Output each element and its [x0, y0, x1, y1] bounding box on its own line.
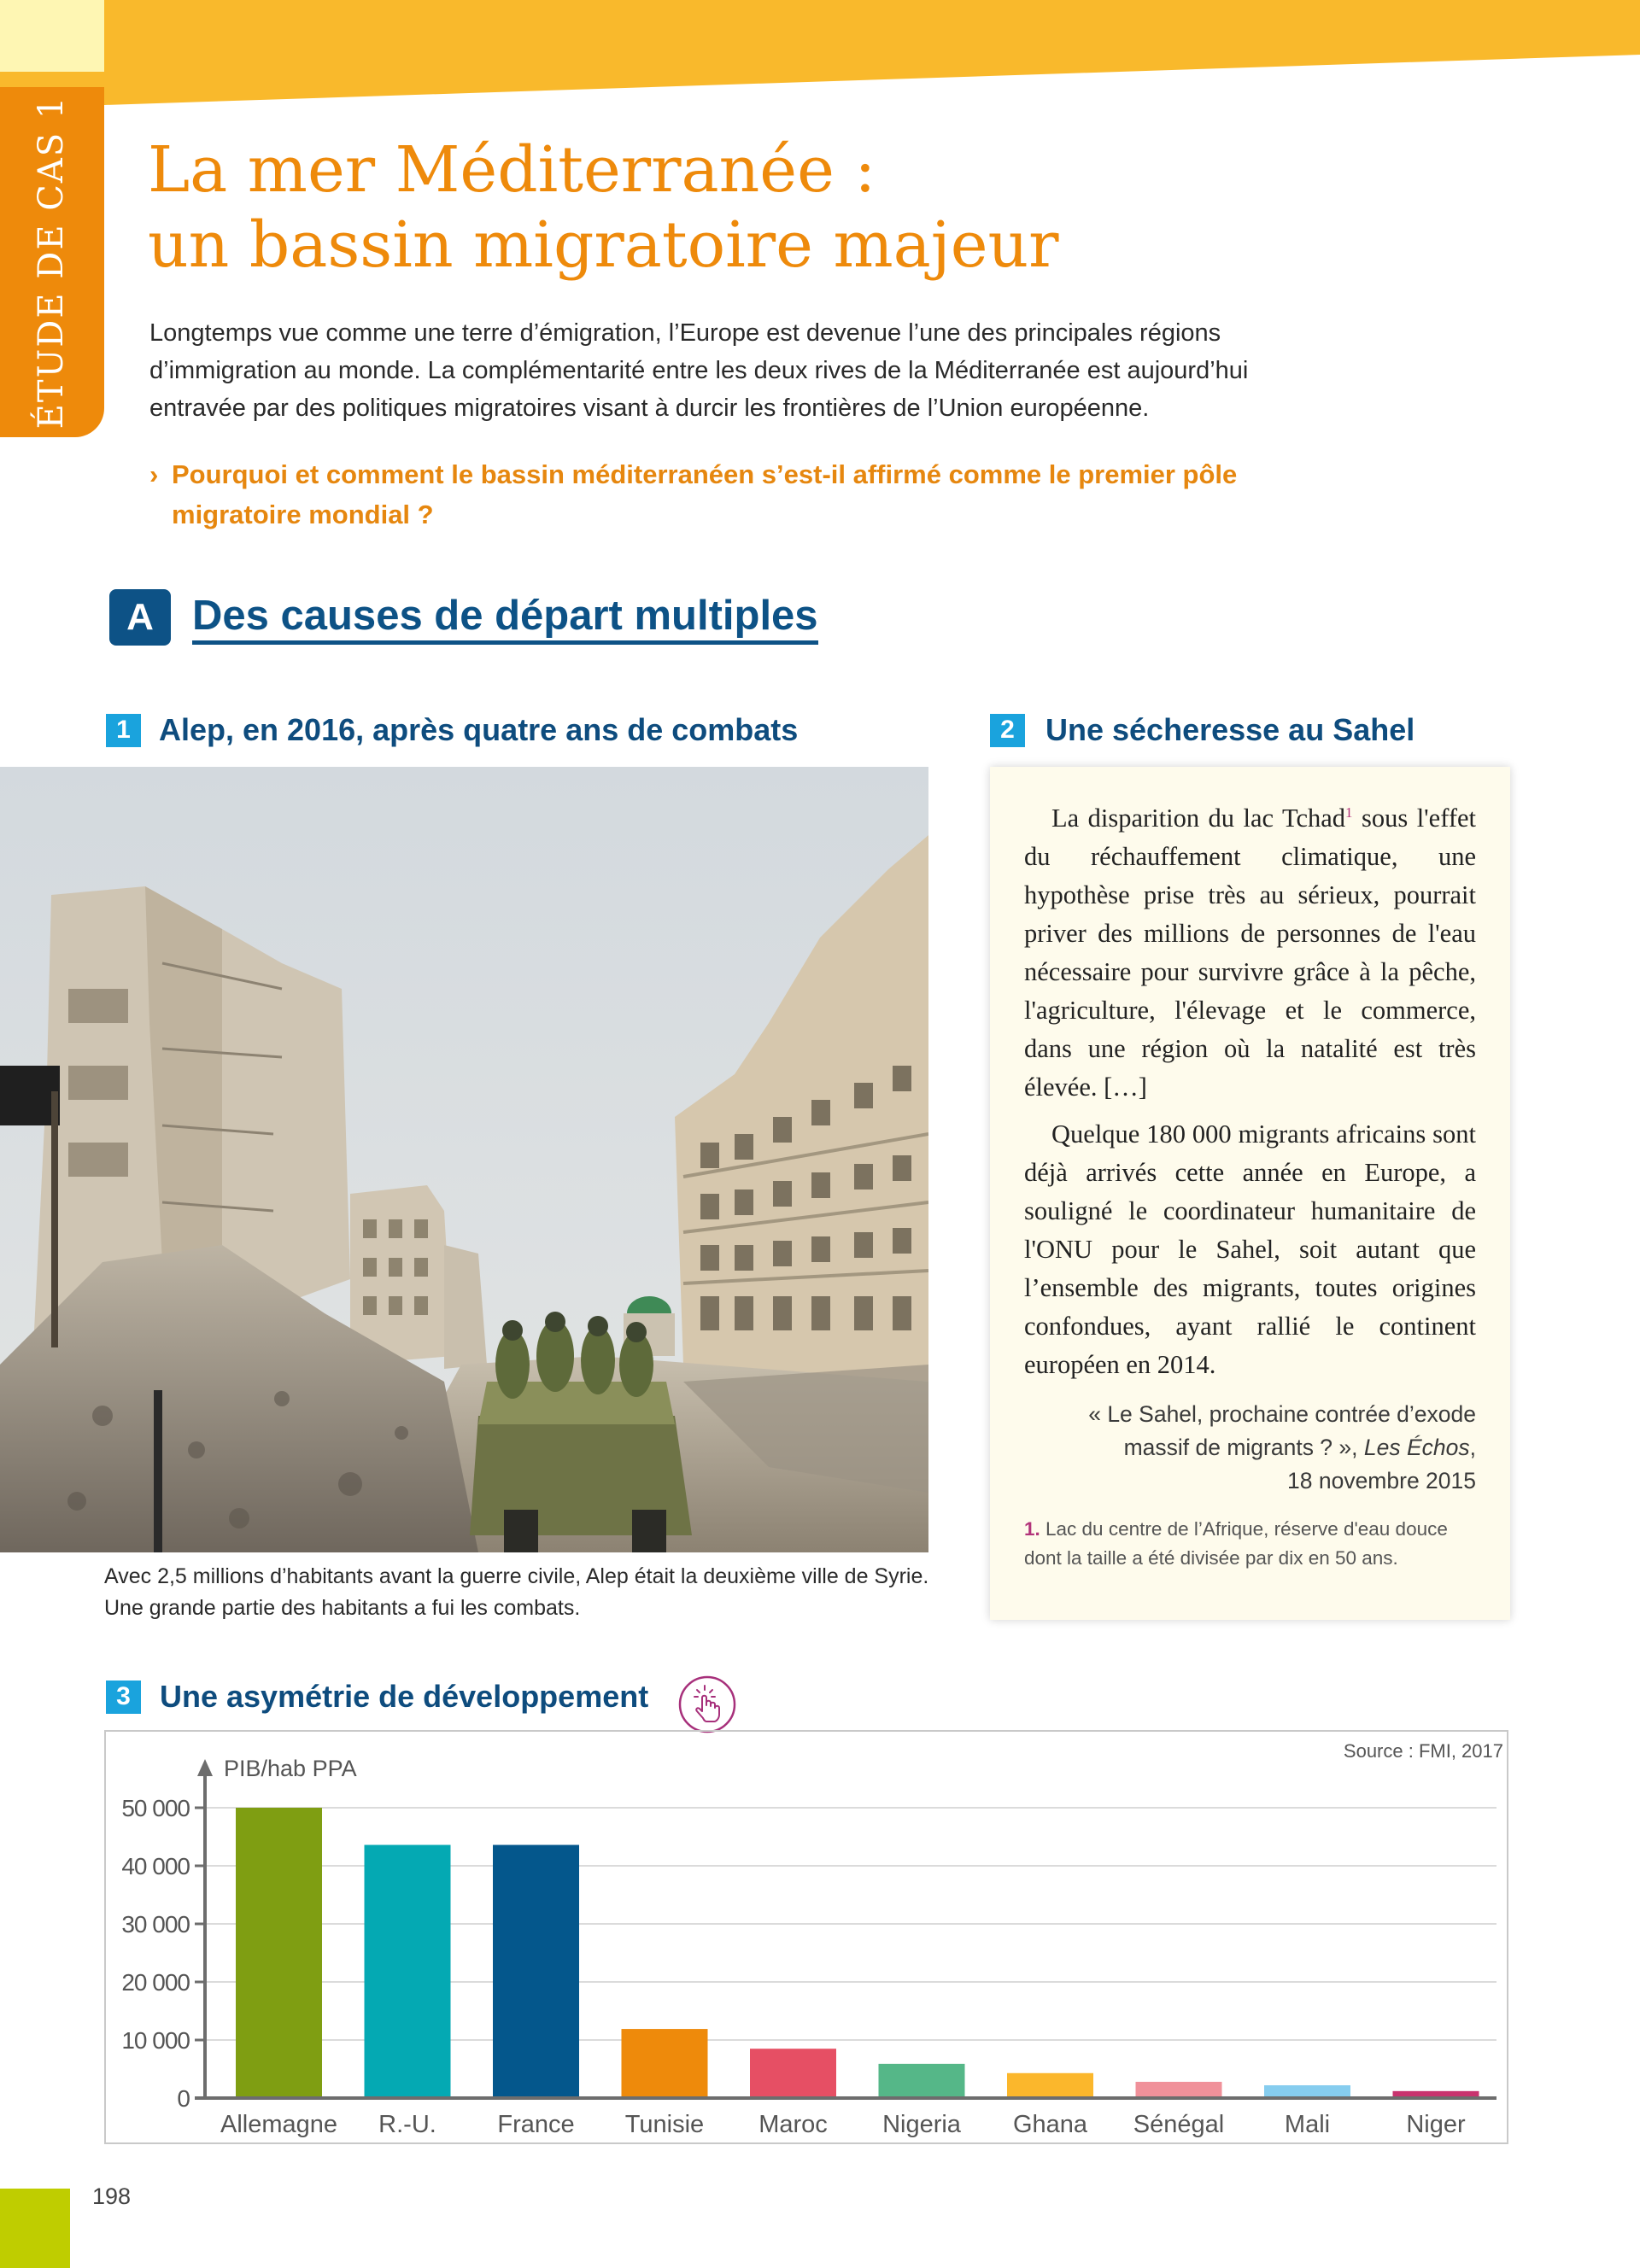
problem-question-text: Pourquoi et comment le bassin méditerranéen s’est-il affirmé comme le premier pôle migratoire mondial ? — [172, 459, 1238, 529]
footnote-text: Lac du centre de l’Afrique, réserve d'eau douce dont la taille a été divisée par dix en 50 ans. — [1024, 1518, 1448, 1569]
source-date: 18 novembre 2015 — [1287, 1468, 1476, 1493]
y-tick-label: 0 — [177, 2085, 190, 2112]
page-title-line2: un bassin migratoire majeur — [148, 208, 1059, 282]
x-category-label: R.-U. — [378, 2111, 436, 2138]
source-separator: , — [1469, 1435, 1476, 1460]
doc3-title: Une asymétrie de développement — [160, 1679, 649, 1714]
doc3-number-badge: 3 — [106, 1681, 141, 1714]
x-category-label: France — [497, 2111, 575, 2138]
aleppo-photo — [0, 767, 928, 1552]
footnote — [1024, 1515, 1476, 1573]
sahel-paragraph-2: Quelque 180 000 migrants africains sont déjà arrivés cette année en Europe, a souligné le coordinateur humanitaire de l'ONU pour le Sahel, soit autant que l’ensemble des migrants, toutes origines confondues, ayant rallié le continent européen en 2014. — [1024, 1119, 1476, 1379]
footer-color-block — [0, 2189, 70, 2268]
section-letter-badge: A — [109, 589, 171, 646]
x-category-label: Nigeria — [882, 2111, 961, 2138]
y-tick-label: 30 000 — [121, 1911, 190, 1938]
case-study-label: ÉTUDE DE CAS 1 — [32, 95, 71, 430]
sahel-paragraph-1-start: La disparition du lac Tchad — [1051, 804, 1346, 833]
doc2-heading — [990, 713, 1414, 747]
section-title: Des causes de départ multiples — [192, 591, 818, 645]
intro-paragraph: Longtemps vue comme une terre d’émigration, l’Europe est devenue l’une des principales régions d’immigration au monde. La complémentarité entre les deux rives de la Méditerranée est aujourd’hui entravée par des politiques migratoires visant à durcir les frontières de l’Union européenne. — [149, 319, 1249, 422]
section-heading — [109, 589, 818, 646]
x-category-label: Ghana — [1012, 2111, 1088, 2138]
doc1-number-badge: 1 — [106, 714, 141, 747]
header-corner-block — [0, 0, 104, 72]
footnote-number: 1. — [1024, 1518, 1040, 1540]
sahel-text-document — [990, 767, 1510, 1620]
y-tick-label: 50 000 — [121, 1795, 190, 1821]
sahel-paragraph-1-rest: sous l'effet du réchauffement climatique, une hypothèse prise très au sérieux, pourrait priver des millions de personnes de l'eau nécessaire pour survivre grâce à la pêche, l'agriculture, l'élevage et le commerce, dans une région où la natalité est très élevée. […] — [1024, 804, 1476, 1102]
chart-source: Source : FMI, 2017 — [1343, 1740, 1503, 1762]
doc1-heading — [106, 713, 798, 747]
interactive-hand-click-icon[interactable] — [676, 1674, 738, 1735]
doc2-title: Une sécheresse au Sahel — [1046, 712, 1415, 747]
doc2-number-badge: 2 — [990, 714, 1025, 747]
case-study-tab — [0, 87, 104, 437]
x-category-label: Allemagne — [220, 2111, 338, 2138]
photo-caption: Avec 2,5 millions d’habitants avant la guerre civile, Alep était la deuxième ville de Syrie. Une grande partie des habitants a fui les combats. — [104, 1564, 929, 1620]
doc3-heading — [106, 1680, 648, 1714]
chart-y-axis-label: PIB/hab PPA — [224, 1756, 357, 1781]
page-title-line1: La mer Méditerranée : — [148, 133, 876, 207]
source-quote: « Le Sahel, prochaine contrée d’exode massif de migrants ? », — [1088, 1401, 1476, 1460]
x-category-label: Niger — [1406, 2111, 1466, 2138]
header-band — [0, 0, 1640, 111]
chevron-right-icon: › — [149, 459, 159, 489]
sahel-source-citation — [1024, 1398, 1476, 1498]
page-title — [148, 132, 1429, 283]
source-journal: Les Échos — [1363, 1435, 1470, 1460]
x-category-label: Mali — [1284, 2111, 1331, 2138]
footnote-ref: 1 — [1345, 804, 1353, 821]
problem-question — [149, 454, 1303, 535]
x-category-label: Tunisie — [624, 2111, 705, 2138]
x-category-label: Sénégal — [1133, 2111, 1225, 2138]
x-category-label: Maroc — [758, 2111, 828, 2138]
doc1-title: Alep, en 2016, après quatre ans de combats — [159, 712, 799, 747]
page-number: 198 — [92, 2183, 132, 2209]
y-tick-label: 20 000 — [121, 1969, 190, 1996]
sahel-paragraph-1 — [1024, 799, 1476, 1107]
gdp-chart-frame — [104, 1730, 1508, 2144]
y-tick-label: 40 000 — [121, 1853, 190, 1879]
y-tick-label: 10 000 — [121, 2027, 190, 2054]
